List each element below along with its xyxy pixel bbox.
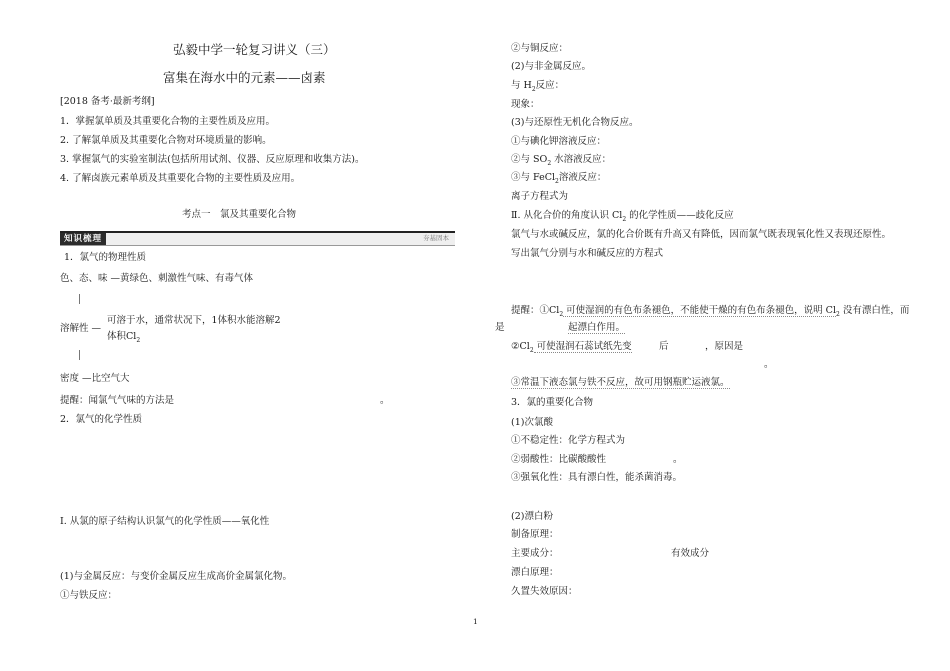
hclo-weak-acid-end: 。	[673, 454, 683, 465]
text: ②Cl	[511, 341, 530, 352]
bleach-main: 主要成分：	[511, 548, 559, 559]
syllabus-item: 4. 了解卤族元素单质及其重要化合物的主要性质及应用。	[60, 173, 301, 184]
copper-reaction: ②与铜反应：	[511, 43, 569, 54]
syllabus-item: 2. 了解氯单质及其重要化合物对环境质量的影响。	[60, 135, 272, 146]
tip-2-reason: ，原因是	[705, 341, 744, 352]
solubility-text: 体积Cl	[107, 331, 137, 342]
text: 没有漂白性，而	[839, 305, 910, 316]
reducing-heading: (3)与还原性无机化合物反应。	[511, 117, 639, 128]
solubility-label: 溶解性 —	[60, 323, 102, 334]
text: 水溶液反应：	[551, 154, 612, 165]
hclo-instability: ①不稳定性：化学方程式为	[511, 435, 626, 446]
nonmetal-reaction: (2)与非金属反应。	[511, 61, 591, 72]
text: ②与 SO	[511, 154, 548, 165]
hclo-oxidizing: ③强氧化性：具有漂白性，能杀菌消毒。	[511, 472, 683, 483]
phenomenon: 现象：	[511, 99, 540, 110]
subscript: 2	[555, 178, 559, 185]
iron-reaction: ①与铁反应：	[60, 590, 118, 601]
tip-1	[511, 306, 909, 316]
exam-note: [2018 备考·最新考纲]	[60, 96, 155, 107]
subscript: 2	[559, 311, 564, 318]
text: 可使湿润的有色布条褪色，不能使干燥的有色布条褪色，说明 Cl	[563, 305, 836, 316]
text: 溶液反应：	[558, 172, 607, 183]
physical-heading: 1．氯气的物理性质	[64, 252, 147, 263]
page-number: 1	[473, 617, 478, 626]
hclo-weak-acid: ②弱酸性：比碳酸酸性	[511, 454, 607, 465]
syllabus-item: 3. 掌握氯气的实验室制法(包括所用试剂、仪器、反应原理和收集方法)。	[60, 154, 365, 165]
text: Ⅱ. 从化合价的角度认识 Cl	[511, 210, 623, 221]
metal-reaction: (1)与金属反应：与变价金属反应生成高价金属氯化物。	[60, 571, 292, 582]
text: 与 H	[511, 80, 532, 91]
fecl2-reaction	[511, 173, 606, 183]
subscript: 2	[531, 86, 536, 93]
subscript: 2	[836, 311, 840, 318]
tip-1-shi: 是	[495, 322, 505, 333]
bleach-active: 有效成分	[671, 548, 710, 559]
document-title: 弘毅中学一轮复习讲义（三）	[173, 42, 336, 57]
text: 反应：	[535, 80, 565, 91]
bleach-prep: 制备原理：	[511, 529, 559, 540]
banner-tag: 夯基固本	[423, 234, 449, 242]
tip-smell-end: 。	[380, 395, 390, 406]
bleach-heading: (2)漂白粉	[511, 511, 553, 522]
text: 可使湿润石蕊试纸先变	[533, 341, 632, 352]
section-title: 考点一 氯及其重要化合物	[182, 209, 297, 220]
tip-3: ③常温下液态氯与铁不反应，故可用钢瓶贮运液氯。	[511, 377, 730, 388]
tip-1-end: 起漂白作用。	[568, 322, 626, 333]
disproportionation: 氯气与水或碱反应，氯的化合价既有升高又有降低，因而氯气既表现氧化性又表现还原性。	[511, 229, 892, 240]
subscript: 2	[547, 160, 552, 167]
document-subtitle: 富集在海水中的元素——卤素	[163, 70, 326, 85]
color-state-smell: 色、态、味 —黄绿色、刺激性气味、有毒气体	[60, 273, 254, 284]
text: 的化学性质——歧化反应	[626, 210, 734, 221]
tip-smell: 提醒：闻氯气气味的方法是	[60, 395, 175, 406]
valence-heading	[511, 211, 734, 221]
tip-2-after: 后	[659, 341, 669, 352]
section-banner	[60, 231, 455, 246]
banner-label: 知识梳理	[60, 233, 106, 245]
tip-2	[511, 342, 632, 352]
so2-reaction	[511, 155, 611, 165]
tip-2-end: 。	[764, 359, 774, 370]
solubility-line2	[107, 332, 140, 342]
subscript: 2	[622, 216, 627, 223]
ki-reaction: ①与碘化钾溶液反应：	[511, 136, 607, 147]
hclo-heading: (1)次氯酸	[511, 417, 553, 428]
chemical-heading: 2．氯气的化学性质	[60, 414, 143, 425]
solubility-line1: 可溶于水，通常状况下，1体积水能溶解2	[107, 315, 281, 326]
subscript: 2	[529, 347, 534, 354]
bracket-line	[79, 350, 80, 360]
compounds-heading: 3．氯的重要化合物	[511, 397, 594, 408]
subscript: 2	[136, 337, 141, 344]
text: 提醒：①Cl	[511, 305, 560, 316]
bleach-principle: 漂白原理：	[511, 567, 559, 578]
text: ③与 FeCl	[511, 172, 556, 183]
write-equation: 写出氯气分别与水和碱反应的方程式	[511, 248, 664, 259]
oxidation-heading: Ⅰ. 从氯的原子结构认识氯气的化学性质——氧化性	[60, 516, 270, 527]
density: 密度 —比空气大	[60, 373, 130, 384]
ionic-equation: 离子方程式为	[511, 191, 569, 202]
syllabus-item: 1．掌握氯单质及其重要化合物的主要性质及应用。	[60, 116, 276, 127]
h2-reaction	[511, 81, 564, 91]
bleach-fail: 久置失效原因：	[511, 586, 578, 597]
bracket-line	[79, 294, 80, 304]
